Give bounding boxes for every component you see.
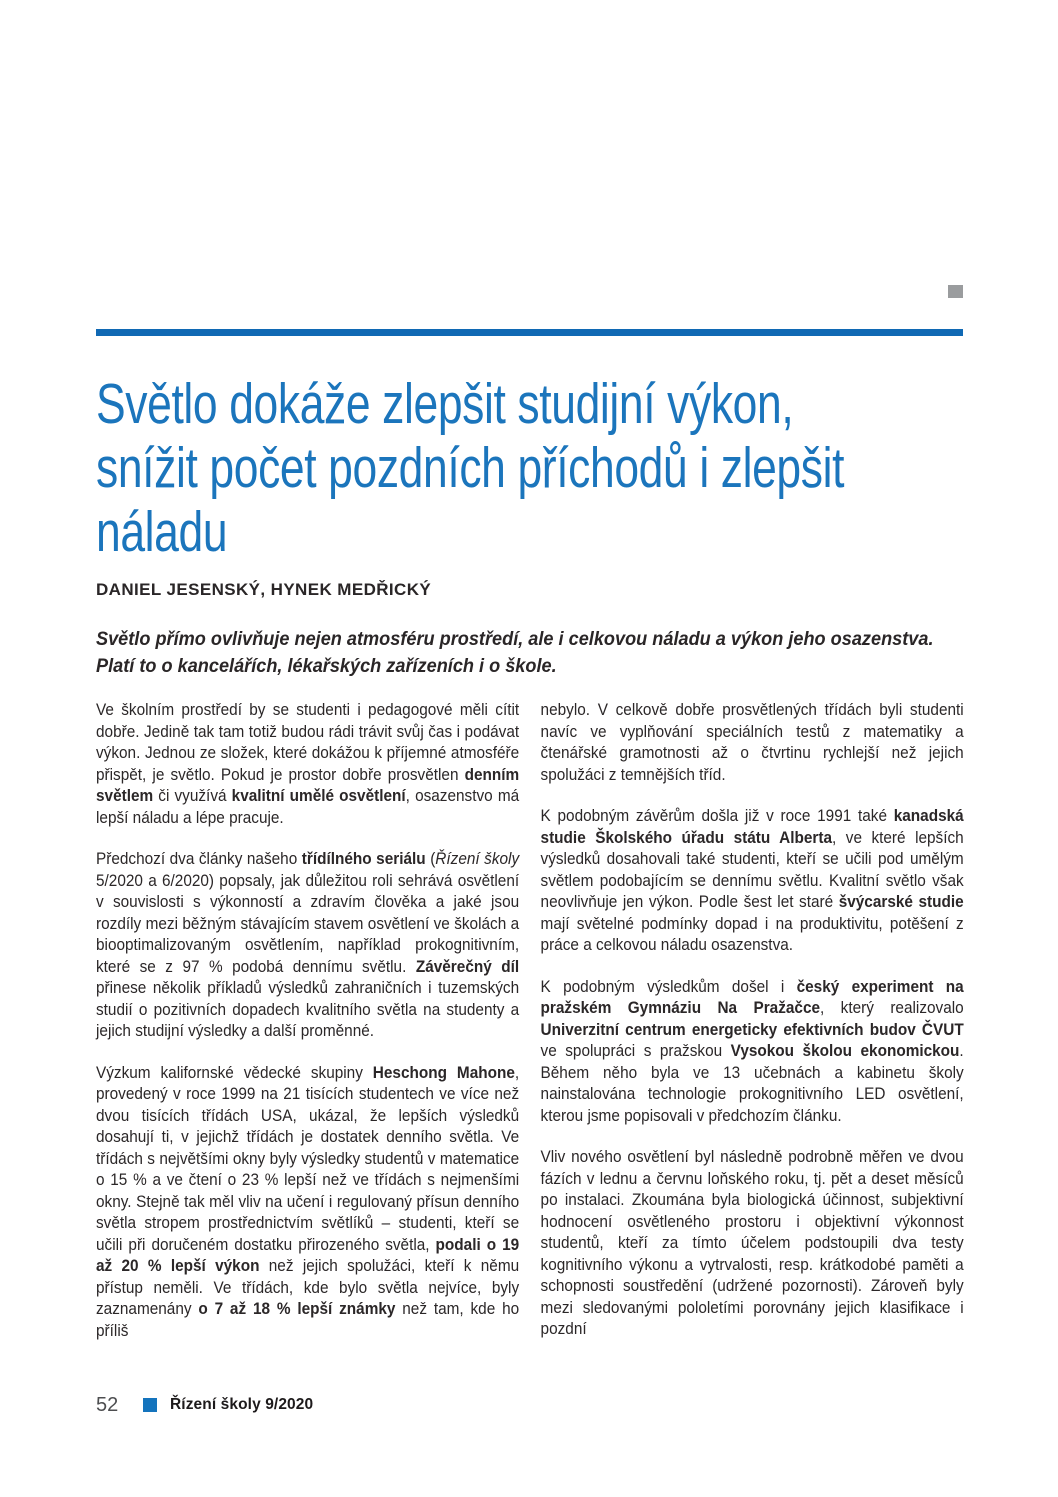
text-run: mají světelné podmínky dopad i na produktivitu, potěšení z práce a celkovou náladu osazenstva. [540,914,964,954]
text-run: Vysokou školou ekonomickou [730,1042,960,1060]
text-run: , provedený v roce 1999 na 21 tisících studentech ve více než dvou tisících třídách USA, ukázal, že lepších výsledků dosahují ti, v jejichž třídách je dostatek denního světla. Ve třídách s největšími okny byly výsledky studentů v matematice o 15 % a ve čtení o 23 % lepší než ve třídách s nejmenšími okny. Stejně tak měl vliv na učení i regulovaný přísun denního světla stropem prostřednictvím světlíků – studenti, kteří se učili při doručeném dostatku přirozeného světla, [96,1063,520,1254]
text-run: Univerzitní centrum energeticky efektivních budov ČVUT [540,1020,964,1039]
body-column-right [541,700,964,1362]
text-run: Výzkum kalifornské vědecké skupiny [96,1063,373,1082]
text-run: nebylo. V celkově dobře prosvětlených třídách byli studenti navíc ve vyplňování speciálních testů z matematiky a čtenářské gramotnosti až o čtvrtinu rychlejší než jejich spolužáci z temnějších tříd. [540,701,964,784]
page-footer [96,1394,313,1416]
text-run: Závěrečný díl [415,957,520,976]
text-run: ( [425,850,436,868]
text-run: , ve které lepších výsledků dosahovali také studenti, kteří se učili pod umělým světlem podobajícím se dennímu světlu. Kvalitní světlo však neovlivňuje jen výkon. Podle šest let staré [540,828,964,911]
article-title-line-2: snížit počet pozdních příchodů i zlepšit [96,436,845,500]
text-run: , osazenstvo má lepší náladu a lépe pracuje. [96,787,520,827]
text-run: či využívá [153,787,232,805]
page-number: 52 [96,1394,119,1416]
text-run: denním světlem [96,765,520,805]
article-authors: DANIEL JESENSKÝ, HYNEK MEDŘICKÝ [96,580,432,599]
text-run: Řízení školy [435,850,520,868]
body-paragraph [541,977,964,1128]
article-title-line-1: Světlo dokáže zlepšit studijní výkon, [96,372,794,436]
body-column-left [96,700,519,1362]
text-run: Heschong Mahone [372,1063,515,1082]
body-paragraph [541,700,964,786]
body-paragraph [96,1063,519,1343]
journal-title: Řízení školy 9/2020 [170,1396,314,1413]
text-run: podali o 19 až 20 % lepší výkon [96,1235,520,1275]
text-run: . Během něho byla ve 13 učebnách a kabinetu školy nainstalována technologie prokognitivního LED osvětlení, kterou jsme popisovali v předchozím článku. [540,1042,964,1125]
body-paragraph [96,700,519,829]
text-run: Předchozí dva články našeho [96,850,302,868]
text-run: třídílného seriálu [301,850,426,868]
text-run: Ve školním prostředí by se studenti i pedagogové měli cítit dobře. Jedině tak tam totiž budou rádi trávit svůj čas i podávat výkon. Jednou ze složek, které dokážou k příjemné atmosféře přispět, je světlo. Pokud je prostor dobře prosvětlen [96,701,520,784]
text-run: švýcarské studie [838,893,964,911]
text-run: kvalitní umělé osvětlení [231,787,406,805]
text-run: než tam, kde ho příliš [96,1300,520,1340]
text-run: K podobným výsledkům došel i [540,977,797,996]
article-body [96,700,964,1362]
text-run: než jejich spolužáci, kteří k němu přístup neměli. Ve třídách, kde bylo světla nejvíce, byly zaznamenány [96,1257,520,1318]
article-title [96,372,844,564]
body-paragraph [96,849,519,1043]
text-run: ve spolupráci s pražskou [540,1042,731,1060]
text-run: český experiment na pražském Gymnáziu Na Pražačce [540,977,964,1017]
text-run: Vliv nového osvětlení byl následně podrobně měřen ve dvou fázích v lednu a červnu loňského roku, tj. pět a deset měsíců po instalaci. Zkoumána byla biologická účinnost, subjektivní hodnocení osvětleného prostoru i objektivní výkonnost studentů, kteří za tímto účelem podstoupili dva testy kognitivního výkonu a vytrvalosti, resp. krátkodobé paměti a schopnosti soustředění (udržené pozornosti). Zároveň byly mezi sledovanými pololetími porovnány jejich klasifikace i pozdní [540,1148,964,1338]
body-paragraph [541,1147,964,1341]
text-run: K podobným závěrům došla již v roce 1991 také [540,807,894,825]
text-run: přinese několik příkladů výsledků zahraničních i tuzemských studií o pozitivních dopadech kvalitního světla na studenty a jejich studijní výsledky a další proměnné. [96,979,520,1040]
text-run: o 7 až 18 % lepší známky [198,1300,396,1318]
header-rule [96,329,963,336]
footer-square-icon [143,1398,157,1412]
text-run: , který realizovalo [820,999,964,1017]
text-run: kanadská studie Školského úřadu státu Alberta [540,807,964,847]
body-paragraph [541,806,964,957]
text-run: 5/2020 a 6/2020) popsaly, jak důležitou roli sehrává osvětlení v souvislosti s výkonností a zdravím člověka a jaké jsou rozdíly mezi běžným stávajícím stavem osvětlení ve školách a biooptimalizovaným osvětlením, například prokognitivním, které se z 97 % podobá dennímu světlu. [96,871,520,976]
corner-marker-icon [948,285,963,298]
article-lede: Světlo přímo ovlivňuje nejen atmosféru prostředí, ale i celkovou náladu a výkon jeho osazenstva. Platí to o kancelářích, lékařských zařízeních i o škole. [96,628,934,677]
article-title-line-3: náladu [96,500,228,564]
